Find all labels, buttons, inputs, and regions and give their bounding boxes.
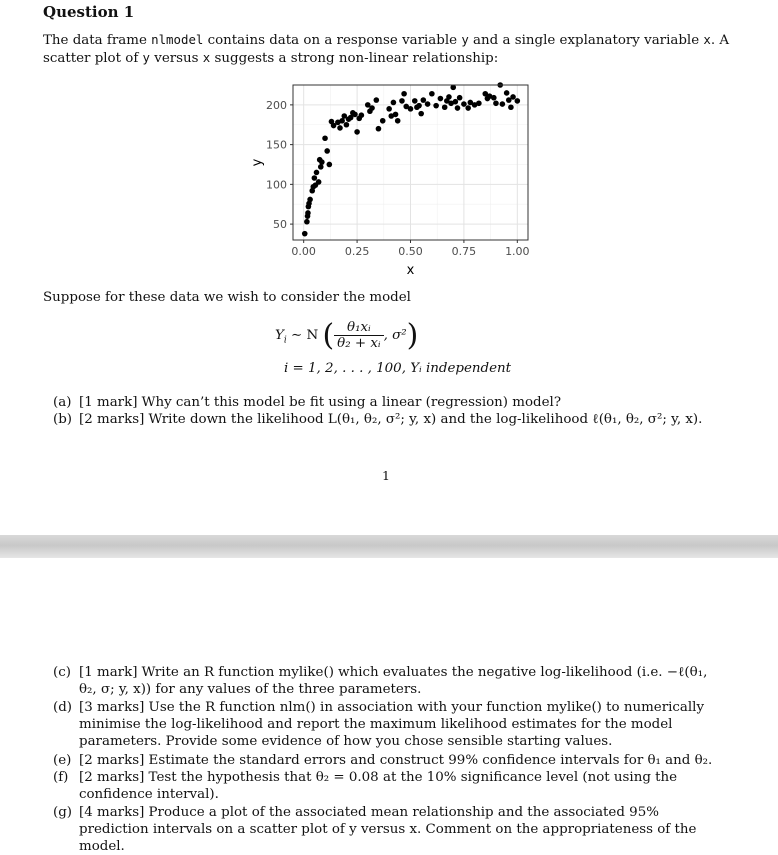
data-point <box>344 122 350 128</box>
x-axis-label: x <box>406 263 415 278</box>
data-point <box>302 231 308 237</box>
data-point <box>324 148 330 154</box>
x-tick-label: 0.75 <box>451 245 477 258</box>
model-equation: $Y_i$ ∼ N ( $\frac{\text{θ₁xᵢ}}{\text{θ₂ + xᵢ}}$ , σ²) <box>275 318 419 353</box>
data-point <box>318 164 324 170</box>
data-point <box>304 219 310 225</box>
data-point <box>395 118 401 124</box>
data-point <box>465 105 471 111</box>
model-index-line: i = 1, 2, . . . , 100, Yᵢ independent <box>284 361 512 376</box>
data-point <box>376 126 382 132</box>
model-intro: Suppose for these data we wish to consider the model <box>43 290 411 305</box>
data-point <box>314 170 320 176</box>
y-tick-label: 50 <box>273 218 287 232</box>
question-title: Question 1 <box>43 3 135 21</box>
data-point <box>393 112 399 118</box>
page-1: Question 1 The data frame nlmodel contains data on a response variable y and a single explanatory variable x. A scatter plot of y versus x suggests a strong non-linear relationship: 0.00 0.25 0.50 0.75 1.00 50 100 150 200 x y Suppose for these data we wish to consider the model $Y_i$ ∼ N ( $\frac{\text{θ₁xᵢ}}{\text{θ₂ + xᵢ}}$ , σ²) i = 1, 2, . . . , 100, Yᵢ independent (a) [1 mark] Why can’t this model be fit using a linear (regression) model? (b) [2 marks] Write down the likelihood L(θ₁, θ₂, σ²; y, x) and the log-likelihood ℓ(θ₁, θ₂, σ²; y, x). 1 <box>0 0 778 535</box>
data-point <box>416 103 422 109</box>
data-point <box>391 100 397 106</box>
data-point <box>354 129 360 135</box>
data-point <box>312 175 318 181</box>
y-tick-label: 150 <box>266 138 287 152</box>
data-point <box>374 97 380 103</box>
data-point <box>327 162 333 168</box>
data-point <box>476 100 482 106</box>
data-point <box>352 112 358 118</box>
page-number: 1 <box>382 468 390 483</box>
data-point <box>453 99 459 105</box>
data-point <box>438 96 444 102</box>
data-point <box>461 101 467 107</box>
data-point <box>515 98 521 104</box>
data-point <box>508 104 514 110</box>
data-point <box>418 111 424 117</box>
scatter-plot <box>240 80 540 285</box>
data-point <box>446 94 452 100</box>
data-point <box>412 98 418 104</box>
data-point <box>401 91 407 97</box>
data-point <box>500 101 506 107</box>
x-tick-label: 1.00 <box>505 245 530 258</box>
data-point <box>491 95 497 101</box>
data-point <box>429 91 435 97</box>
data-point <box>322 135 328 141</box>
data-point <box>399 98 405 104</box>
data-point <box>442 104 448 110</box>
data-point <box>457 95 463 101</box>
page-separator <box>0 535 778 558</box>
data-point <box>339 118 345 124</box>
data-point <box>408 106 414 112</box>
data-point <box>386 106 392 112</box>
data-point <box>316 179 322 185</box>
data-point <box>319 159 325 165</box>
data-point <box>337 125 343 131</box>
x-tick-label: 0.50 <box>398 245 423 258</box>
data-point <box>433 103 439 109</box>
y-tick-label: 100 <box>266 178 287 192</box>
y-axis-label: y <box>250 158 265 167</box>
data-point <box>380 118 386 124</box>
data-point <box>510 94 516 100</box>
data-point <box>425 101 431 107</box>
data-point <box>493 100 499 106</box>
data-point <box>359 112 365 118</box>
y-tick-label: 200 <box>266 98 287 112</box>
x-tick-label: 0.00 <box>291 245 316 258</box>
code-nlmodel: nlmodel <box>151 32 204 47</box>
data-point <box>504 90 510 96</box>
data-point <box>307 197 313 203</box>
data-point <box>455 105 461 111</box>
x-tick-label: 0.25 <box>344 245 370 258</box>
data-point <box>305 210 311 216</box>
data-point <box>421 97 427 103</box>
page-2: (c) [1 mark] Write an R function mylike() which evaluates the negative log-likelihood (i.e. −ℓ(θ₁, θ₂, σ; y, x)) for any values of the three parameters. (d) [3 marks] Use the R function nlm() in association with your function mylike() to numerically minimise the log-likelihood and report the maximum likelihood estimates for the model parameters. Provide some evidence of how you chose sensible starting values. (e) [2 marks] Estimate the standard errors and construct 99% confidence intervals for θ₁ and θ₂. (f) [2 marks] Test the hypothesis that θ₂ = 0.08 at the 10% significance level (not using the confidence interval). (g) [4 marks] Produce a plot of the associated mean relationship and the associated 95% prediction intervals on a scatter plot of y versus x. Comment on the appropriateness of the model. <box>0 558 778 849</box>
intro-paragraph: The data frame nlmodel contains data on a response variable y and a single explanatory variable x. A scatter plot of y versus x suggests a strong non-linear relationship: <box>43 32 730 66</box>
data-point <box>369 105 375 111</box>
